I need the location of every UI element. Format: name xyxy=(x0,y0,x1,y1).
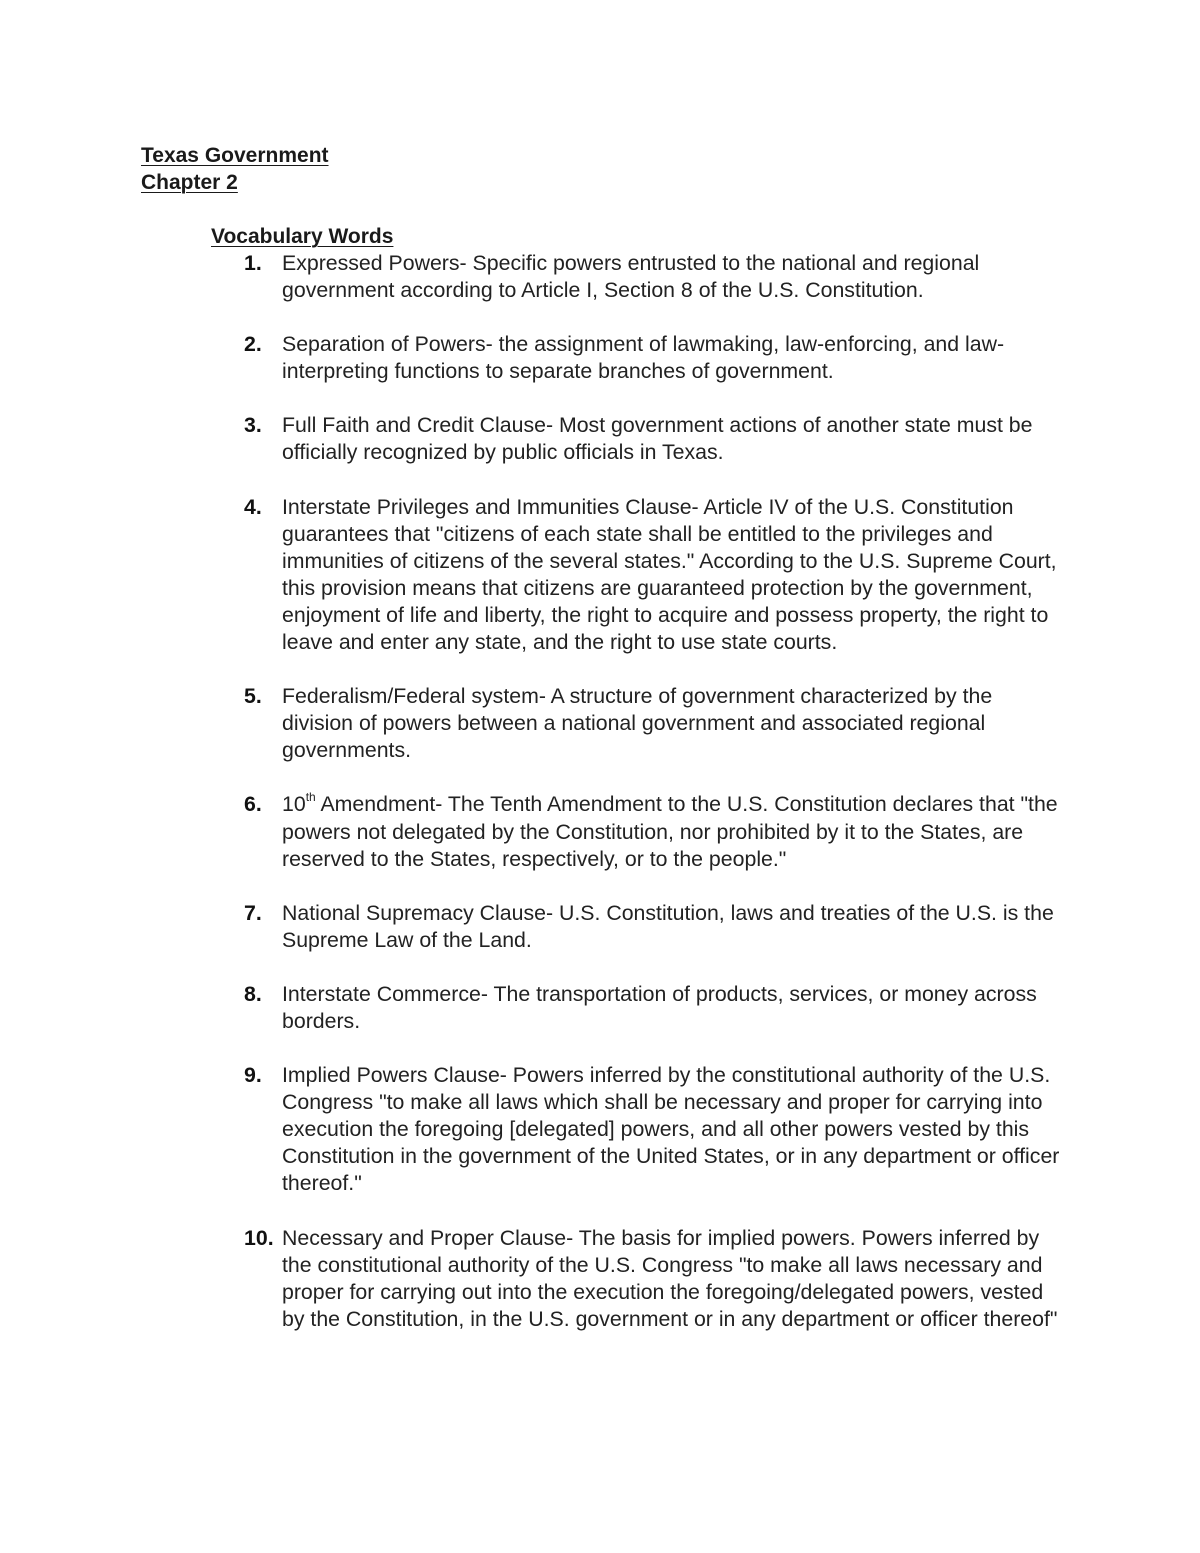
item-number: 4. xyxy=(244,494,262,519)
document-title: Texas Government xyxy=(141,144,329,167)
vocabulary-item xyxy=(244,791,1064,872)
item-definition-body: Amendment- The Tenth Amendment to the U.S. Constitution declares that "the powers not delegated by the Constitution, nor prohibited by it to the States, are reserved to the States, respectively, or to the people." xyxy=(282,792,1058,871)
chapter-heading: Chapter 2 xyxy=(141,171,238,194)
item-definition xyxy=(282,791,1064,872)
item-definition: Federalism/Federal system- A structure of government characterized by the division of powers between a national government and associated regional governments. xyxy=(282,684,993,763)
item-definition: Expressed Powers- Specific powers entrusted to the national and regional government according to Article I, Section 8 of the U.S. Constitution. xyxy=(282,251,980,303)
item-number: 5. xyxy=(244,684,262,709)
item-definition: Implied Powers Clause- Powers inferred by the constitutional authority of the U.S. Congress "to make all laws which shall be necessary and proper for carrying into execution the foregoing [delegated] powers, and all other powers vested by this Constitution in the government of the United States, or in any department or officer thereof." xyxy=(282,1063,1060,1196)
item-number: 9. xyxy=(244,1063,262,1088)
item-number: 10. xyxy=(244,1225,274,1250)
vocabulary-list xyxy=(244,250,1064,1360)
item-definition: Full Faith and Credit Clause- Most government actions of another state must be officially recognized by public officials in Texas. xyxy=(282,413,1033,465)
vocabulary-item xyxy=(244,412,1064,466)
item-definition: Interstate Commerce- The transportation of products, services, or money across borders. xyxy=(282,981,1037,1033)
amendment-ordinal: 10 xyxy=(282,792,306,817)
item-number: 3. xyxy=(244,413,262,438)
item-number: 6. xyxy=(244,792,262,817)
section-heading: Vocabulary Words xyxy=(211,225,394,248)
item-number: 1. xyxy=(244,251,262,275)
vocabulary-item xyxy=(244,1225,1064,1333)
vocabulary-item xyxy=(244,981,1064,1035)
item-definition: Necessary and Proper Clause- The basis for implied powers. Powers inferred by the constitutional authority of the U.S. Congress "to make all laws necessary and proper for carrying out into the execution the foregoing/delegated powers, vested by the Constitution, in the U.S. government or in any department or officer thereof" xyxy=(282,1225,1058,1331)
item-number: 2. xyxy=(244,332,262,357)
item-number: 8. xyxy=(244,981,262,1006)
vocabulary-item xyxy=(244,250,1064,304)
vocabulary-item xyxy=(244,331,1064,385)
vocabulary-item xyxy=(244,683,1064,764)
vocabulary-item xyxy=(244,1062,1064,1197)
item-definition: Separation of Powers- the assignment of lawmaking, law-enforcing, and law-interpreting functions to separate branches of government. xyxy=(282,332,1005,384)
item-number: 7. xyxy=(244,900,262,925)
ordinal-suffix: th xyxy=(305,790,316,805)
item-definition: Interstate Privileges and Immunities Clause- Article IV of the U.S. Constitution guarantees that "citizens of each state shall be entitled to the privileges and immunities of citizens of the several states." According to the U.S. Supreme Court, this provision means that citizens are guaranteed protection by the government, enjoyment of life and liberty, the right to acquire and possess property, the right to leave and enter any state, and the right to use state courts. xyxy=(282,494,1057,655)
item-definition: National Supremacy Clause- U.S. Constitution, laws and treaties of the U.S. is the Supreme Law of the Land. xyxy=(282,900,1054,952)
vocabulary-item xyxy=(244,900,1064,954)
vocabulary-item xyxy=(244,494,1064,657)
